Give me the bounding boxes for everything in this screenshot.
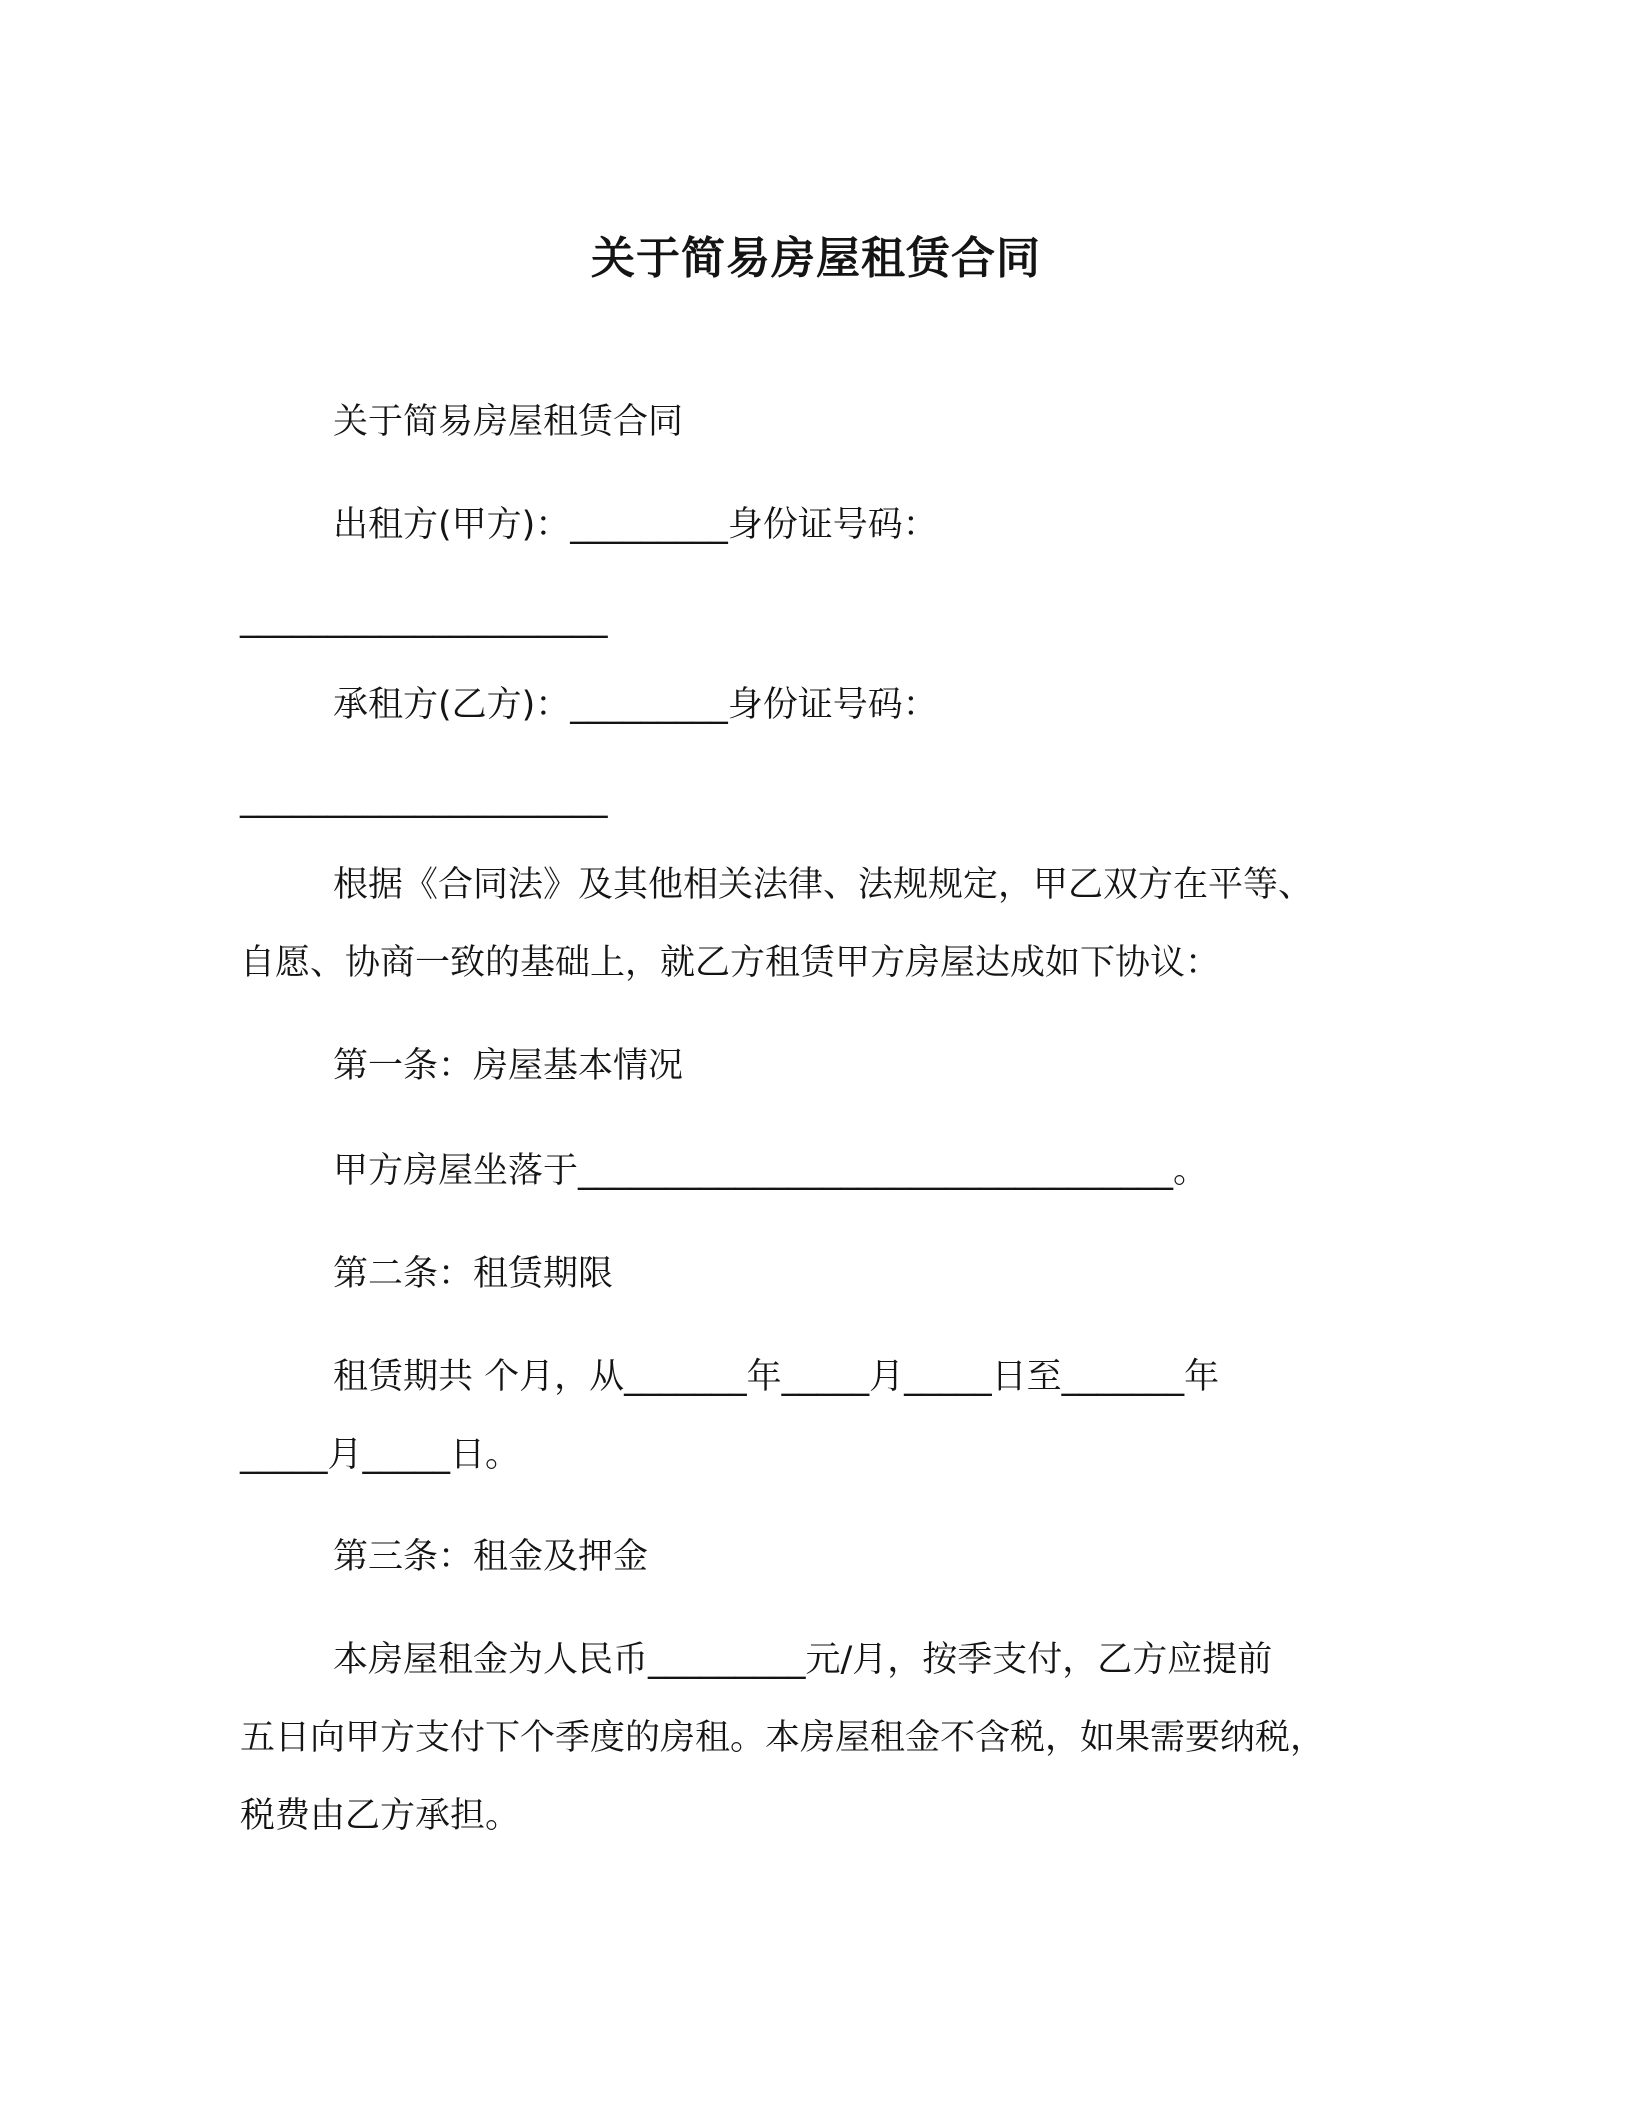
article-3-body-2: 五日向甲方支付下个季度的房租。本房屋租金不含税，如果需要纳税， [240,1718,1326,1758]
article-2-body-1: 租赁期共 个月，从_______年_____月_____日至_______年 [333,1357,1220,1397]
article-3-body-3: 税费由乙方承担。 [240,1796,521,1836]
article-2-body-2: _____月_____日。 [240,1435,521,1475]
article-1-heading: 第一条：房屋基本情况 [333,1046,684,1086]
preamble-line-1: 根据《合同法》及其他相关法律、法规规定，甲乙双方在平等、 [333,865,1314,905]
article-2-heading: 第二条：租赁期限 [333,1254,614,1294]
lessor-line: 出租方(甲方)：_________身份证号码： [333,505,938,545]
preamble-line-2: 自愿、协商一致的基础上，就乙方租赁甲方房屋达成如下协议： [240,943,1221,983]
lessee-id-blank: _____________________ [240,779,608,819]
document-title: 关于简易房屋租赁合同 [591,233,1041,284]
lessee-line: 承租方(乙方)：_________身份证号码： [333,685,938,725]
article-1-body: 甲方房屋坐落于__________________________________。 [333,1151,1209,1191]
subtitle-line: 关于简易房屋租赁合同 [333,402,684,442]
article-3-body-1: 本房屋租金为人民币_________元/月，按季支付，乙方应提前 [333,1640,1273,1680]
lessor-id-blank: _____________________ [240,599,608,639]
article-3-heading: 第三条：租金及押金 [333,1537,649,1577]
